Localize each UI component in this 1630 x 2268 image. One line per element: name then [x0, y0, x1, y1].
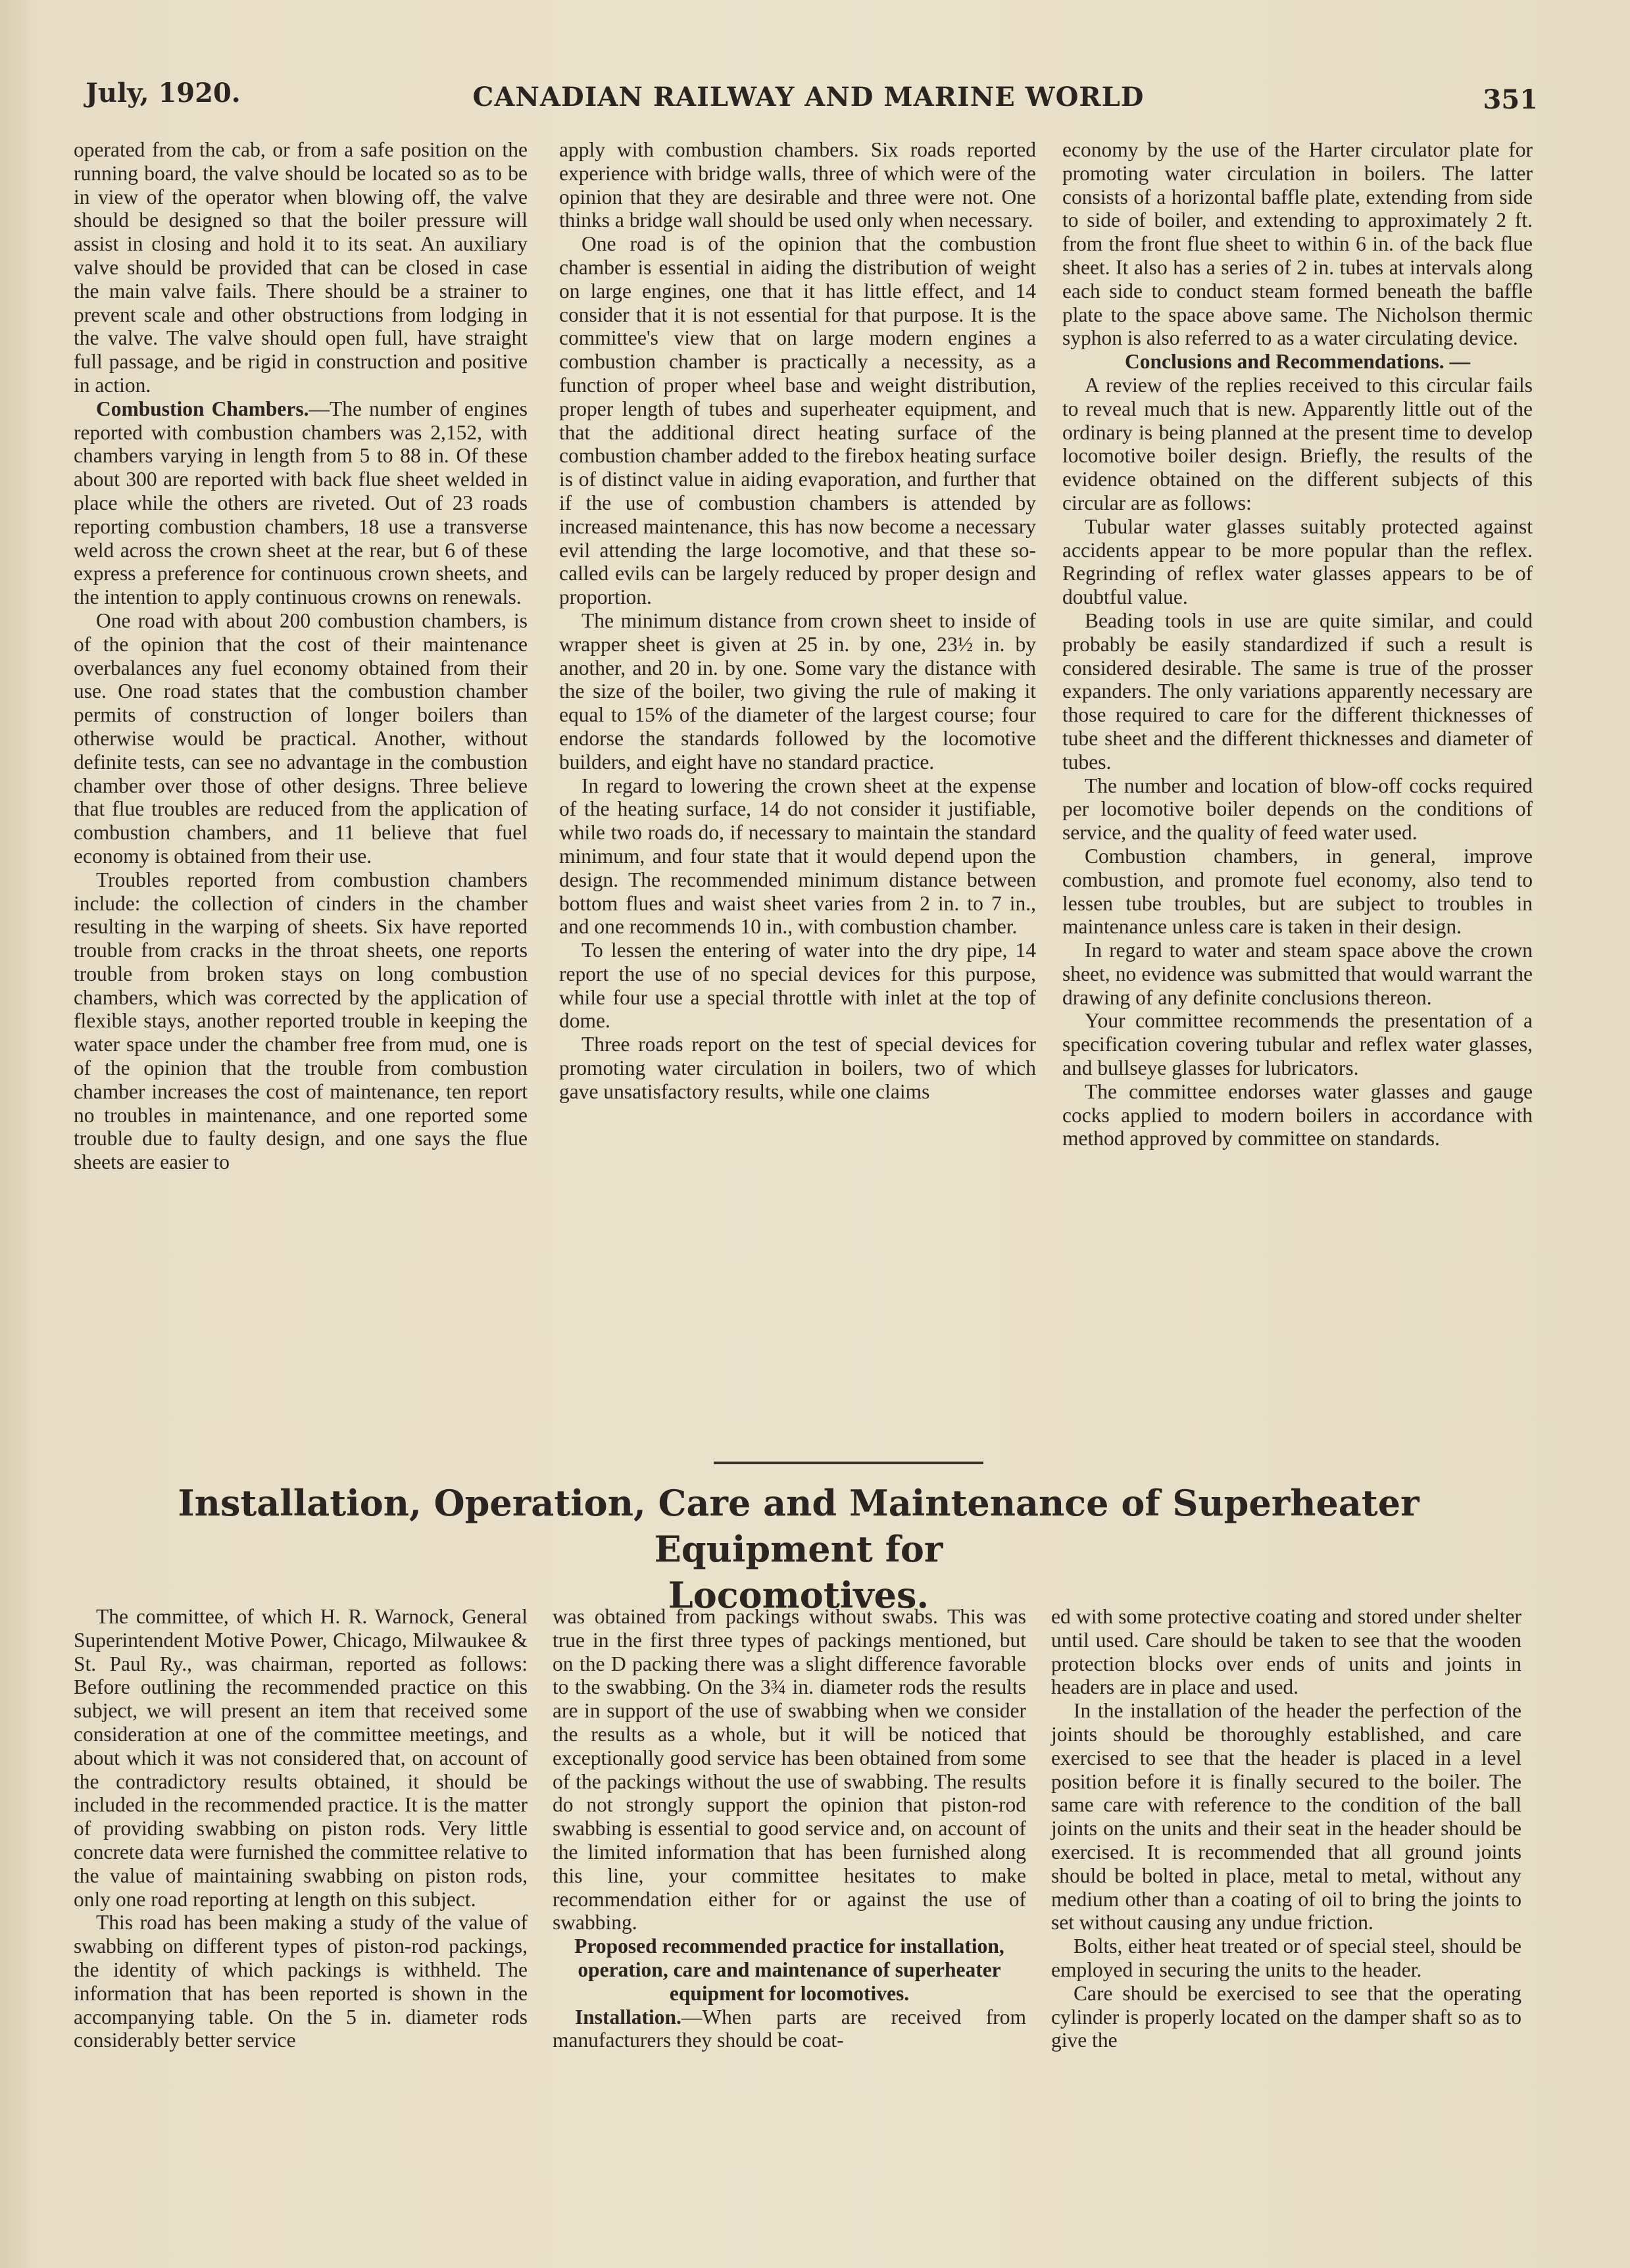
article-title [66, 1480, 1531, 1618]
paragraph: ed with some protective coating and stored under shelter until used. Care should be taken to see that the wooden protection blocks over ends of units and joints in headers are in place and used. [1051, 1605, 1521, 1699]
paragraph: To lessen the entering of water into the dry pipe, 14 report the use of no special devices for this purpose, while four use a special throttle with inlet at the top of dome. [559, 939, 1036, 1033]
column-4 [74, 1605, 528, 2052]
paragraph-text: —When parts are received from manufacturers they should be coat- [553, 2005, 1026, 2052]
paragraph: economy by the use of the Harter circulator plate for promoting water circulation in boilers. The latter consists of a horizontal baffle plate, extending from side to side of boiler, and extending to approximately 2 ft. from the front flue sheet to within 6 in. of the back flue sheet. It also has a series of 2 in. tubes at intervals along each side to conduct steam formed beneath the baffle plate to the space above same. The Nicholson thermic syphon is also referred to as a water circulating device. [1062, 138, 1533, 350]
paragraph: In the installation of the header the perfection of the joints should be thoroughly established, and care exercised to see that the header is placed in a level position before it is finally secured to the boiler. The same care with reference to the condition of the ball joints on the units and their seat in the header should be exercised. It is recommended that all ground joints should be bolted in place, metal to metal, without any medium other than a coating of oil to bring the joints to set without causing any undue friction. [1051, 1699, 1521, 1935]
column-6 [1051, 1605, 1521, 2052]
column-1 [74, 138, 528, 1174]
column-3 [1062, 138, 1533, 1150]
paragraph: In regard to water and steam space above the crown sheet, no evidence was submitted that would warrant the drawing of any definite conclusions thereon. [1062, 939, 1533, 1009]
paragraph: The committee endorses water glasses and gauge cocks applied to modern boilers in accordance with method approved by committee on standards. [1062, 1079, 1533, 1150]
section-heading-proposed-practice: Proposed recommended practice for installation, operation, care and maintenance of superheater equipment for locomotives. [574, 1935, 1004, 2005]
paragraph: The number and location of blow-off cocks required per locomotive boiler depends on the conditions of service, and the quality of feed water used. [1062, 774, 1533, 845]
paragraph: Bolts, either heat treated or of special steel, should be employed in securing the units to the header. [1051, 1935, 1521, 1981]
page-number: 351 [1483, 84, 1538, 115]
paragraph: Combustion chambers, in general, improve combustion, and promote fuel economy, also tend to lessen tube troubles, but are subject to troubles in maintenance unless care is taken in their design. [1062, 844, 1533, 939]
column-5 [553, 1605, 1026, 2052]
paragraph-text: —The number of engines reported with combustion chambers was 2,152, with chambers varying in length from 5 to 88 in. Of these about 300 are reported with back flue sheet welded in place while the others are riveted. Out of 23 roads reporting combustion chambers, 18 use a transverse weld across the crown sheet at the rear, but 6 of these express a preference for continuous crown sheets, and the intention to apply continuous crowns on renewals. [74, 397, 528, 609]
paragraph: apply with combustion chambers. Six roads reported experience with bridge walls, three of which were of the opinion that they are desirable and three were not. One thinks a bridge wall should be used only when necessary. [559, 138, 1036, 232]
paragraph: Your committee recommends the presentation of a specification covering tubular and reflex water glasses, and bullseye glasses for lubricators. [1062, 1009, 1533, 1080]
article-title-line: Installation, Operation, Care and Maintenance of Superheater Equipment for [178, 1482, 1420, 1570]
column-2 [559, 138, 1036, 1104]
paragraph: In regard to lowering the crown sheet at the expense of the heating surface, 14 do not consider it justifiable, while two roads do, if necessary to maintain the standard minimum, and four state that it would depend upon the design. The recommended minimum distance between bottom flues and waist sheet varies from 2 in. to 7 in., and one recommends 10 in., with combustion chamber. [559, 774, 1036, 939]
paragraph: This road has been making a study of the value of swabbing on different types of piston-rod packings, the identity of which packings is withheld. The information that has been reported is shown in the accompanying table. On the 5 in. diameter rods considerably better service [74, 1911, 528, 2052]
paragraph: The minimum distance from crown sheet to inside of wrapper sheet is given at 25 in. by one, 23½ in. by another, and 20 in. by one. Some vary the distance with the size of the boiler, two giving the rule of making it equal to 15% of the diameter of the largest course; four endorse the standards followed by the locomotive builders, and eight have no standard practice. [559, 608, 1036, 774]
paragraph: One road with about 200 combustion chambers, is of the opinion that the cost of their maintenance overbalances any fuel economy obtained from their use. One road states that the combustion chamber permits of construction of longer boilers than otherwise would be practical. Another, without definite tests, can see no advantage in the combustion chamber over those of other designs. Three believe that flue troubles are reduced from the application of combustion chambers, and 11 believe that fuel economy is obtained from their use. [74, 608, 528, 868]
paragraph [74, 397, 528, 609]
paragraph [553, 2006, 1026, 2053]
paragraph: Care should be exercised to see that the operating cylinder is properly located on the damper shaft so as to give the [1051, 1981, 1521, 2052]
paragraph: The committee, of which H. R. Warnock, General Superintendent Motive Power, Chicago, Milwaukee & St. Paul Ry., was chairman, reported as follows: Before outlining the recommended practice on this subject, we will present an item that received some consideration at one of the committee meetings, and about which it was not considered that, on account of the contradictory results obtained, it should be included in the recommended practice. It is the matter of providing swabbing on piston rods. Very little concrete data were furnished the committee relative to the value of maintaining swabbing on piston rods, only one road reporting at length on this subject. [74, 1605, 528, 1911]
publication-title: CANADIAN RAILWAY AND MARINE WORLD [472, 82, 1145, 112]
paragraph: operated from the cab, or from a safe position on the running board, the valve should be located so as to be in view of the operator when blowing off, the valve should be designed so that the boiler pressure will assist in closing and hold it to its seat. An auxiliary valve should be provided that can be closed in case the main valve fails. There should be a strainer to prevent scale and other obstructions from lodging in the valve. The valve should open full, have straight full passage, and be rigid in construction and positive in action. [74, 138, 528, 397]
section-divider [714, 1462, 983, 1464]
paragraph: A review of the replies received to this circular fails to reveal much that is new. Apparently little out of the ordinary is being planned at the present time to develop locomotive boiler design. Briefly, the results of the evidence obtained on the different subjects of this circular are as follows: [1062, 373, 1533, 514]
section-heading-installation: Installation. [575, 2005, 681, 2029]
paragraph: Tubular water glasses suitably protected against accidents appear to be more popular than the reflex. Regrinding of reflex water glasses appears to be of doubtful value. [1062, 514, 1533, 609]
article-title-line: Locomotives. [668, 1574, 929, 1616]
section-heading-combustion-chambers: Combustion Chambers. [96, 397, 309, 420]
issue-date: July, 1920. [86, 78, 241, 109]
section-heading-conclusions: Conclusions and Recommendations. — [1124, 350, 1471, 374]
paragraph: Three roads report on the test of special devices for promoting water circulation in boilers, two of which gave unsatisfactory results, while one claims [559, 1033, 1036, 1103]
page-header [79, 78, 1538, 124]
paragraph: Troubles reported from combustion chambers include: the collection of cinders in the chamber resulting in the warping of sheets. Six have reported trouble from cracks in the throat sheets, one reports trouble from broken stays on long combustion chambers, which was corrected by the application of flexible stays, another reported trouble in keeping the water space under the chamber free from mud, one is of the opinion that the trouble from combustion chamber increases the cost of maintenance, ten report no troubles in maintenance, and one reported some trouble due to faulty design, and one says the flue sheets are easier to [74, 868, 528, 1174]
paragraph: One road is of the opinion that the combustion chamber is essential in aiding the distribution of weight on large engines, one that it has little effect, and 14 consider that it is not essential for that purpose. It is the committee's view that on large modern engines a combustion chamber is practically a necessity, as a function of proper wheel base and weight distribution, proper length of tubes and superheater equipment, and that the additional direct heating surface of the combustion chamber added to the firebox heating surface is of distinct value in aiding evaporation, and further that if the use of combustion chambers is attended by increased maintenance, this has now become a necessary evil attending the large locomotive, and that these so-called evils can be largely reduced by proper design and proportion. [559, 232, 1036, 609]
paragraph: Beading tools in use are quite similar, and could probably be easily standardized if such a result is considered desirable. The same is true of the prosser expanders. The only variations apparently necessary are those required to care for the different thicknesses of tube sheet and the different thicknesses and diameter of tubes. [1062, 608, 1533, 774]
paragraph: was obtained from packings without swabs. This was true in the first three types of packings mentioned, but on the D packing there was a slight difference favorable to the swabbing. On the 3¾ in. diameter rods the results are in support of the use of swabbing when we consider the results as a whole, but it will be noticed that exceptionally good service has been obtained from some of the packings without the use of swabbing. The results do not strongly support the opinion that piston-rod swabbing is essential to good service and, on account of the limited information that has been furnished along this line, your committee hesitates to make recommendation either for or against the use of swabbing. [553, 1605, 1026, 1935]
